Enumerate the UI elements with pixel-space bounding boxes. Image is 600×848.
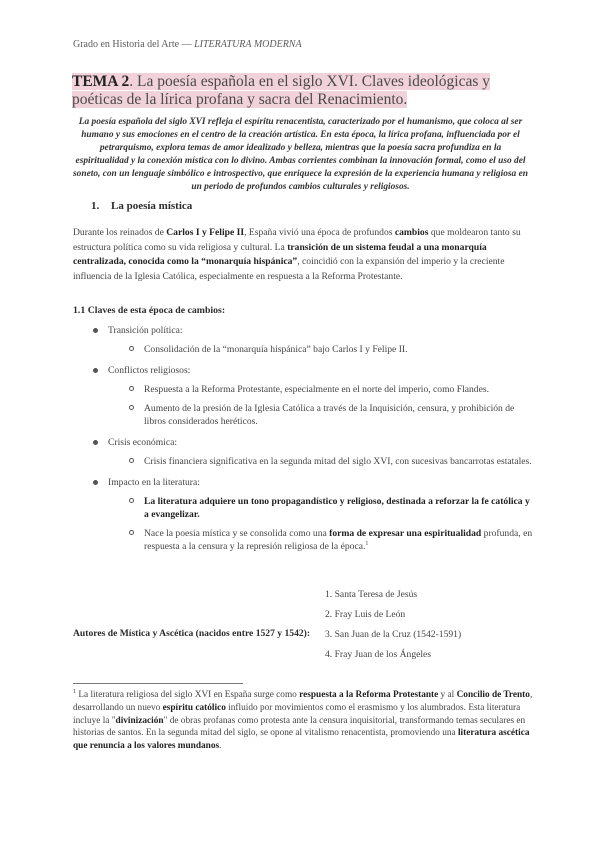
bullet-dot-icon bbox=[93, 440, 98, 445]
para-text: Durante los reinados de bbox=[73, 227, 167, 238]
bullet-circle-icon bbox=[129, 458, 134, 463]
list-item-label: Conflictos religiosos: bbox=[108, 365, 191, 376]
subsection-heading: 1.1 Claves de esta época de cambios: bbox=[73, 305, 226, 316]
list-item bbox=[73, 436, 533, 449]
bullet-circle-icon bbox=[129, 386, 134, 391]
bullet-circle-icon bbox=[129, 498, 134, 503]
bullet-circle-icon bbox=[129, 405, 134, 410]
topic-title bbox=[72, 73, 534, 109]
list-subitem-text: Nace la poesía mística y se consolida como una bbox=[144, 528, 330, 539]
header-prefix: Grado en Historia del Arte — bbox=[73, 39, 195, 50]
para-text: que moldearon tanto su estructura política como su vida religiosa y cultural. La bbox=[73, 227, 521, 253]
intro-paragraph bbox=[73, 226, 533, 284]
para-text: , España vivió una época de profundos bbox=[244, 227, 395, 238]
bullet-dot-icon bbox=[93, 368, 98, 373]
footnote-text: . bbox=[219, 741, 222, 752]
footnote-text: " de obras profanas como protesta ante la censura inquisitorial, transformando temas seculares en historias de santos. En la segunda mitad del siglo, se opone al vitalismo renacentista, promoviendo una bbox=[73, 715, 526, 739]
author-item: 3. San Juan de la Cruz (1542-1591) bbox=[325, 629, 462, 640]
list-item bbox=[73, 364, 533, 377]
footnote-bold: espíritu católico bbox=[162, 702, 226, 713]
list-item-label: Transición política: bbox=[108, 325, 183, 336]
bullet-list bbox=[73, 324, 533, 553]
list-item bbox=[73, 476, 533, 489]
title-label: TEMA 2 bbox=[72, 73, 130, 90]
footnote-bold: literatura ascética que renuncia a los valores mundanos bbox=[73, 728, 530, 752]
footnote-reference[interactable]: 1 bbox=[365, 540, 369, 547]
footnote bbox=[73, 689, 533, 753]
list-item-label: Impacto en la literatura: bbox=[108, 477, 200, 488]
para-text: , coincidió con la expansión del imperio y la creciente influencia de la Iglesia Católica, especialmente en respuesta a la Reforma Protestante. bbox=[73, 256, 505, 282]
footnote-text: La literatura religiosa del siglo XVI en España surge como bbox=[76, 690, 300, 700]
header-course: LITERATURA MODERNA bbox=[194, 39, 302, 50]
footnote-bold: Concilio de Trento bbox=[456, 690, 530, 700]
title-text: . La poesía española en el siglo XVI. Claves ideológicas y poéticas de la lírica profana y sacra del Renacimiento. bbox=[72, 73, 490, 108]
author-item: 2. Fray Luis de León bbox=[325, 609, 406, 620]
abstract: La poesía española del siglo XVI refleja el espíritu renacentista, caracterizado por el humanismo, que coloca al ser humano y sus emociones en el centro de la creación artística. En esta época, la lírica profana, influenciada por el petrarquismo, explora temas de amor idealizado y belleza, mientras que la poesía sacra profundiza en la espiritualidad y la conexión mística con lo divino. Ambas corrientes combinan la innovación formal, como el uso del soneto, con un lenguaje simbólico e introspectivo, que enriquece la expresión de la experiencia humana y religiosa en un periodo de profundos cambios culturales y religiosos. bbox=[73, 117, 528, 192]
list-item-label: Crisis económica: bbox=[108, 437, 178, 448]
list-subitem bbox=[73, 402, 533, 428]
author-item: 4. Fray Juan de los Ángeles bbox=[325, 649, 432, 660]
footnote-text: y al bbox=[438, 690, 457, 700]
footnote-text: influido por movimientos como el erasmismo y los alumbrados. Esta literatura incluye la " bbox=[73, 702, 521, 726]
list-subitem bbox=[73, 495, 533, 521]
bullet-circle-icon bbox=[129, 346, 134, 351]
para-bold: Carlos I y Felipe II bbox=[166, 227, 245, 238]
title-highlight bbox=[72, 73, 490, 108]
running-header bbox=[73, 39, 302, 50]
section-number: 1. bbox=[91, 200, 100, 212]
list-subitem bbox=[73, 527, 533, 553]
section-title: La poesía mística bbox=[111, 200, 193, 212]
list-subitem bbox=[73, 343, 533, 356]
footnote-marker: 1 bbox=[73, 688, 76, 695]
list-item bbox=[73, 324, 533, 337]
section-heading bbox=[91, 200, 192, 212]
para-bold: transición de un sistema feudal a una monarquía centralizada, conocida como la “monarquía hispánica” bbox=[73, 241, 487, 267]
list-subitem-text: Aumento de la presión de la Iglesia Católica a través de la Inquisición, censura, y prohibición de libros considerados heréticos. bbox=[144, 403, 515, 427]
bullet-circle-icon bbox=[129, 530, 134, 535]
author-item: 1. Santa Teresa de Jesús bbox=[325, 589, 418, 600]
authors-list bbox=[325, 589, 461, 669]
bullet-dot-icon bbox=[93, 328, 98, 333]
footnote-bold: respuesta a la Reforma Protestante bbox=[299, 690, 439, 700]
footnote-text: , desarrollando un nuevo bbox=[73, 690, 533, 713]
list-subitem-text: Consolidación de la “monarquía hispánica” bajo Carlos I y Felipe II. bbox=[144, 344, 408, 355]
list-subitem-text: Crisis financiera significativa en la segunda mitad del siglo XVI, con sucesivas bancarrotas estatales. bbox=[144, 456, 532, 467]
footnote-divider bbox=[73, 683, 243, 684]
list-subitem-text: La literatura adquiere un tono propagandístico y religioso, destinada a reforzar la fe católica y a evangelizar. bbox=[144, 496, 530, 520]
footnote-bold: divinización bbox=[115, 715, 164, 726]
list-subitem bbox=[73, 383, 533, 396]
bullet-dot-icon bbox=[93, 480, 98, 485]
list-subitem-text: profunda, en respuesta a la censura y la represión religiosa de la época. bbox=[144, 528, 533, 552]
list-subitem-bold: forma de expresar una espiritualidad bbox=[329, 528, 482, 539]
para-bold: cambios bbox=[394, 227, 429, 238]
list-subitem bbox=[73, 455, 533, 468]
authors-label: Autores de Mística y Ascética (nacidos entre 1527 y 1542): bbox=[73, 628, 311, 639]
list-subitem-text: Respuesta a la Reforma Protestante, especialmente en el norte del imperio, como Flandes. bbox=[144, 384, 489, 395]
